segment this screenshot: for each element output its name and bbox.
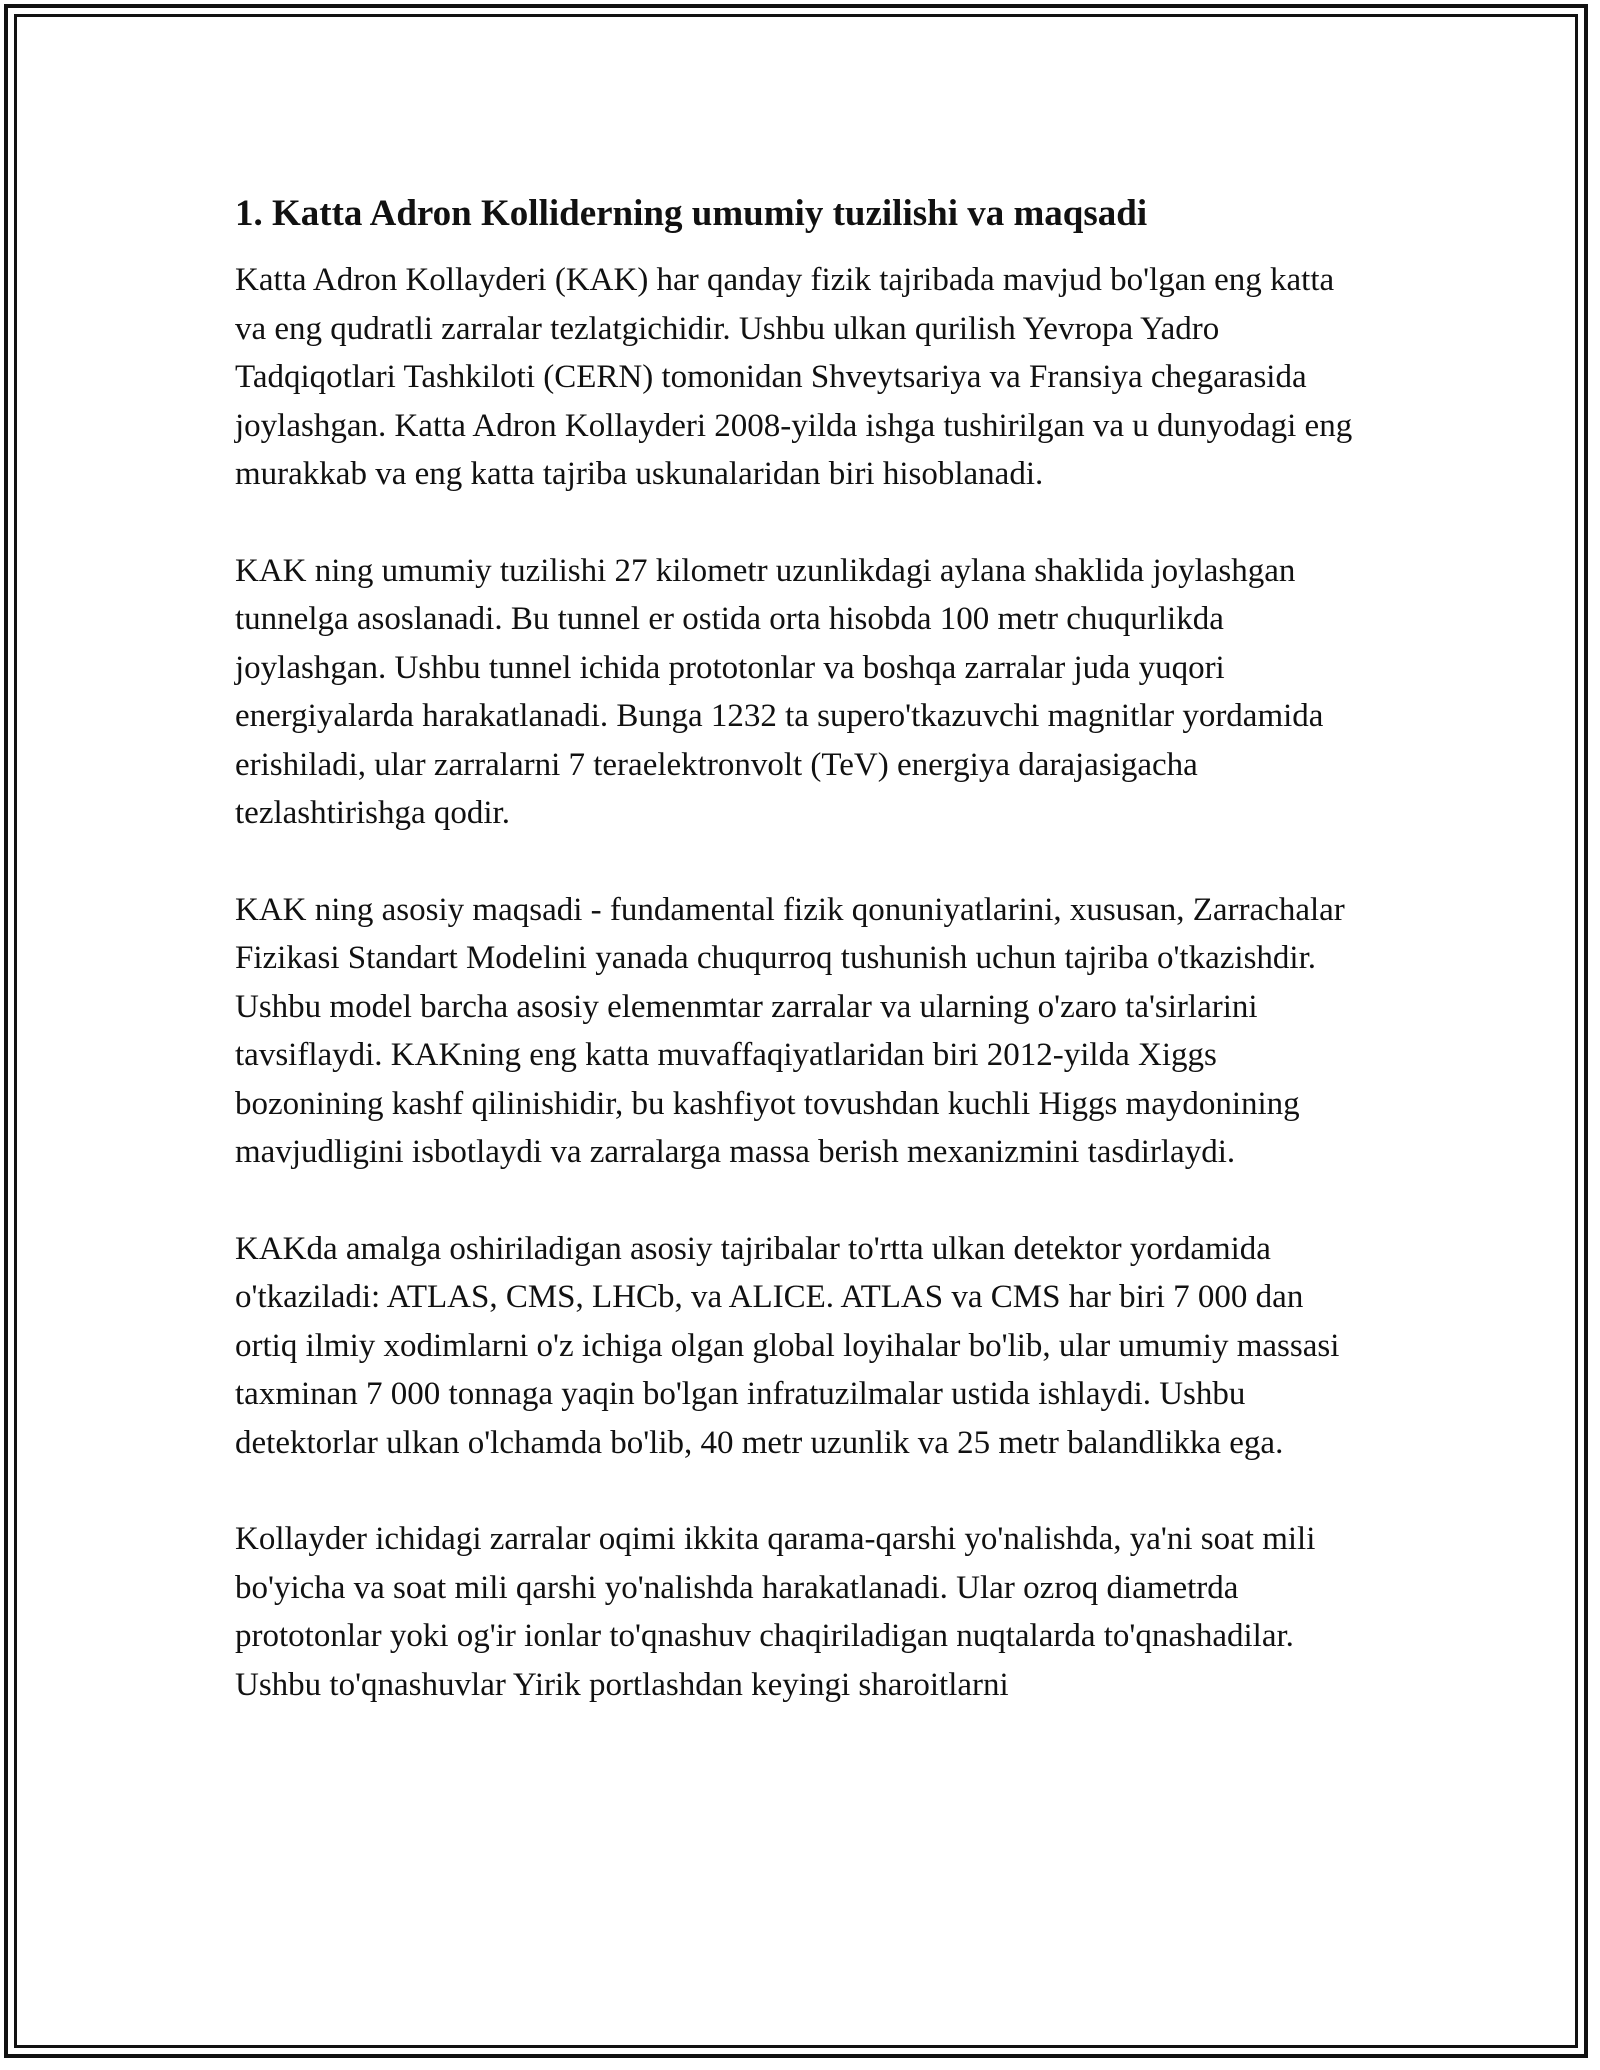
paragraph-4: KAKda amalga oshiriladigan asosiy tajribalar to'rtta ulkan detektor yordamida o'tkaziladi: ATLAS, CMS, LHCb, va ALICE. ATLAS va CMS har biri 7 000 dan ortiq ilmiy xodimlarni o'z ichiga olgan global loyihalar bo'lib, ular umumiy massasi taxminan 7 000 tonnaga yaqin bo'lgan infratuzilmalar ustida ishlaydi. Ushbu detektorlar ulkan o'lchamda bo'lib, 40 metr uzunlik va 25 metr balandlikka ega. — [235, 1230, 1340, 1461]
paragraph-5: Kollayder ichidagi zarralar oqimi ikkita qarama-qarshi yo'nalishda, ya'ni soat mili bo'yicha va soat mili qarshi yo'nalishda harakatlanadi. Ular ozroq diametrda prototonlar yoki og'ir ionlar to'qnashuv chaqiriladigan nuqtalarda to'qnashadilar. Ushbu to'qnashuvlar Yirik portlashdan keyingi sharoitlarni — [235, 1521, 1316, 1703]
paragraph-1: Katta Adron Kollayderi (KAK) har qanday fizik tajribada mavjud bo'lgan eng katta va eng qudratli zarralar tezlatgichidir. Ushbu ulkan qurilish Yevropa Yadro Tadqiqotlari Tashkiloti (CERN) tomonidan Shveytsariya va Fransiya chegarasida joylashgan. Katta Adron Kollayderi 2008-yilda ishga tushirilgan va u dunyodagi eng murakkab va eng katta tajriba uskunalaridan biri hisoblanadi. — [235, 262, 1353, 492]
document-body — [235, 186, 1370, 1757]
paragraph-3: KAK ning asosiy maqsadi - fundamental fizik qonuniyatlarini, xususan, Zarrachalar Fizikasi Standart Modelini yanada chuqurroq tushunish uchun tajriba o'tkazishdir. Ushbu model barcha asosiy elemenmtar zarralar va ularning o'zaro ta'sirlarini tavsiflaydi. KAKning eng katta muvaffaqiyatlaridan biri 2012-yilda Xiggs bozonining kashf qilinishidir, bu kashfiyot tovushdan kuchli Higgs maydonining mavjudligini isbotlaydi va zarralarga massa berish mexanizmini tasdirlaydi. — [235, 891, 1345, 1170]
section-heading: 1. Katta Adron Kolliderning umumiy tuzilishi va maqsadi — [235, 193, 1148, 234]
paragraph-2: KAK ning umumiy tuzilishi 27 kilometr uzunlikdagi aylana shaklida joylashgan tunnelga asoslanadi. Bu tunnel er ostida orta hisobda 100 metr chuqurlikda joylashgan. Ushbu tunnel ichida prototonlar va boshqa zarralar juda yuqori energiyalarda harakatlanadi. Bunga 1232 ta supero'tkazuvchi magnitlar yordamida erishiladi, ular zarralarni 7 teraelektronvolt (TeV) energiya darajasigacha tezlashtirishga qodir. — [235, 552, 1324, 831]
